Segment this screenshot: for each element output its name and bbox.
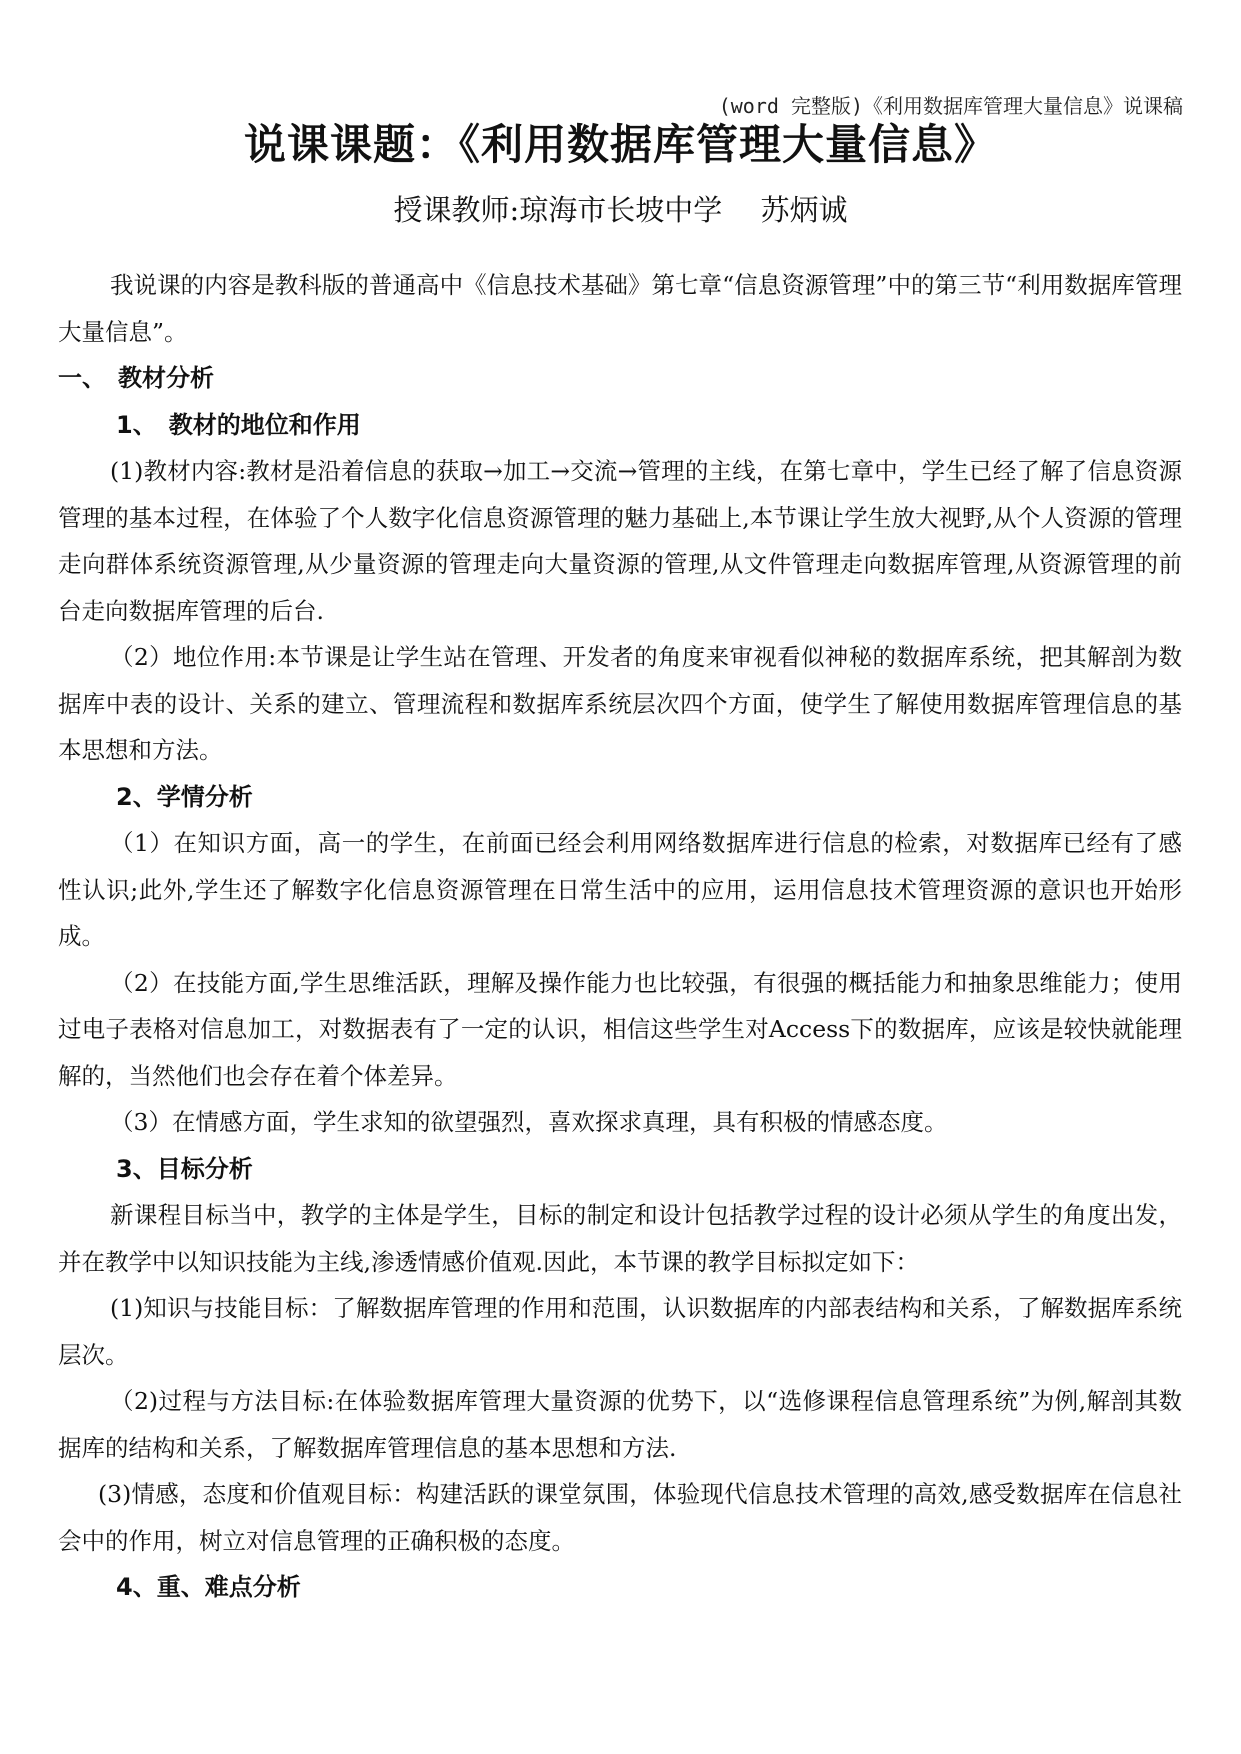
paragraph: (3)情感，态度和价值观目标：构建活跃的课堂氛围，体验现代信息技术管理的高效,感受数据库在信息社会中的作用，树立对信息管理的正确积极的态度。 xyxy=(58,1480,1182,1555)
running-head: (word 完整版)《利用数据库管理大量信息》说课稿 xyxy=(718,94,1183,118)
paragraph: （3）在情感方面，学生求知的欲望强烈，喜欢探求真理，具有积极的情感态度。 xyxy=(110,1108,948,1136)
subsection-heading: 1、 教材的地位和作用 xyxy=(116,410,361,439)
document-body xyxy=(58,262,1182,1611)
paragraph: （2）在技能方面,学生思维活跃，理解及操作能力也比较强，有很强的概括能力和抽象思维能力；使用过电子表格对信息加工，对数据表有了一定的认识，相信这些学生对Access下的数据库，应该是较快就能理解的，当然他们也会存在着个体差异。 xyxy=(58,968,1182,1090)
section-heading: 一、 教材分析 xyxy=(58,364,214,392)
page-title: 说课课题：《利用数据库管理大量信息》 xyxy=(243,120,997,169)
paragraph: (1)知识与技能目标：了解数据库管理的作用和范围，认识数据库的内部表结构和关系，了解数据库系统层次。 xyxy=(58,1294,1182,1369)
paragraph: （1）在知识方面，高一的学生，在前面已经会利用网络数据库进行信息的检索，对数据库已经有了感性认识;此外,学生还了解数字化信息资源管理在日常生活中的应用，运用信息技术管理资源的意识也开始形成。 xyxy=(58,829,1182,950)
paragraph: (1)教材内容:教材是沿着信息的获取→加工→交流→管理的主线，在第七章中，学生已经了解了信息资源管理的基本过程，在体验了个人数字化信息资源管理的魅力基础上,本节课让学生放大视野,从个人资源的管理走向群体系统资源管理,从少量资源的管理走向大量资源的管理,从文件管理走向数据库管理,从资源管理的前台走向数据库管理的后台. xyxy=(58,457,1182,625)
paragraph: （2)过程与方法目标:在体验数据库管理大量资源的优势下，以“选修课程信息管理系统”为例,解剖其数据库的结构和关系，了解数据库管理信息的基本思想和方法. xyxy=(58,1387,1182,1462)
paragraph: 新课程目标当中，教学的主体是学生，目标的制定和设计包括教学过程的设计必须从学生的角度出发，并在教学中以知识技能为主线,渗透情感价值观.因此，本节课的教学目标拟定如下： xyxy=(58,1201,1182,1276)
paragraph: （2）地位作用:本节课是让学生站在管理、开发者的角度来审视看似神秘的数据库系统，把其解剖为数据库中表的设计、关系的建立、管理流程和数据库系统层次四个方面，使学生了解使用数据库管理信息的基本思想和方法。 xyxy=(58,643,1182,764)
subsection-heading: 2、学情分析 xyxy=(116,782,253,811)
subsection-heading: 4、重、难点分析 xyxy=(116,1573,301,1601)
intro-paragraph: 我说课的内容是教科版的普通高中《信息技术基础》第七章“信息资源管理”中的第三节“利用数据库管理大量信息”。 xyxy=(58,271,1182,346)
subsection-heading: 3、目标分析 xyxy=(116,1154,253,1183)
author-byline: 授课教师:琼海市长坡中学 苏炳诚 xyxy=(393,193,848,227)
